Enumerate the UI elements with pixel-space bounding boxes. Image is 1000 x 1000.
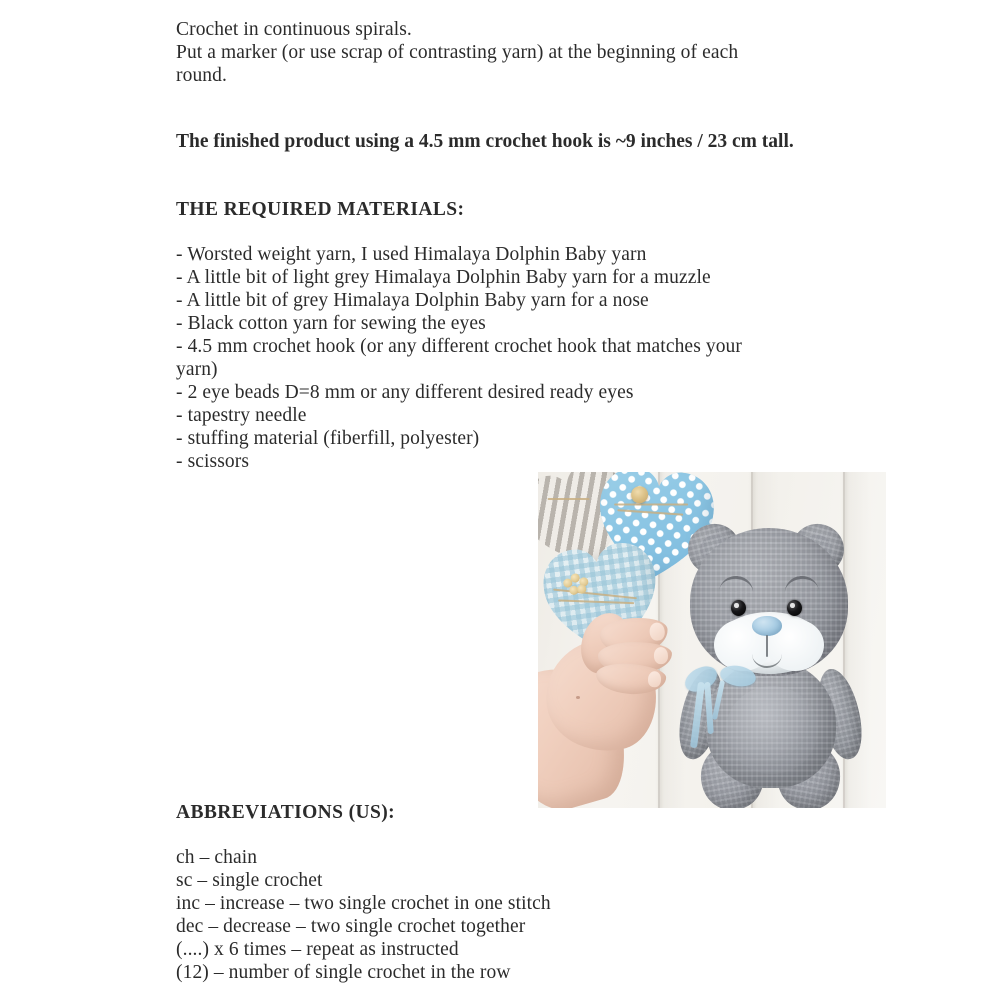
list-item: (12) – number of single crochet in the row: [176, 962, 511, 983]
list-item: inc – increase – two single crochet in one stitch: [176, 893, 551, 914]
bear-nose: [752, 616, 782, 636]
list-item: sc – single crochet: [176, 870, 323, 891]
list-item: dec – decrease – two single crochet together: [176, 916, 526, 937]
twine: [614, 503, 688, 505]
finished-size-note: The finished product using a 4.5 mm crochet hook is ~9 inches / 23 cm tall.: [176, 131, 794, 152]
fingernail: [649, 622, 666, 641]
skin-mark: [576, 696, 580, 699]
bear-eye-right: [787, 600, 802, 616]
twine: [548, 498, 590, 500]
list-item: ch – chain: [176, 847, 258, 868]
list-item: - tapestry needle: [176, 405, 307, 426]
list-item: - 4.5 mm crochet hook (or any different crochet hook that matches your: [176, 336, 742, 357]
intro-line-2: Put a marker (or use scrap of contrasting yarn) at the beginning of each: [176, 42, 739, 63]
list-item: - stuffing material (fiberfill, polyester): [176, 428, 480, 449]
list-item: - A little bit of light grey Himalaya Dolphin Baby yarn for a muzzle: [176, 267, 711, 288]
list-item: (....) x 6 times – repeat as instructed: [176, 939, 459, 960]
abbreviations-list: [176, 846, 776, 984]
abbreviations-heading: ABBREVIATIONS (US):: [176, 802, 396, 823]
materials-list: [176, 243, 876, 473]
bear-belly-highlight: [726, 686, 818, 774]
intro-line-1: Crochet in continuous spirals.: [176, 19, 412, 40]
intro-line-3: round.: [176, 65, 227, 86]
list-item: - Worsted weight yarn, I used Himalaya Dolphin Baby yarn: [176, 244, 647, 265]
fingernail: [654, 647, 669, 664]
list-item: - Black cotton yarn for sewing the eyes: [176, 313, 486, 334]
intro-paragraph: [176, 18, 876, 87]
teddy-bear-photo: [538, 472, 886, 808]
list-item: - 2 eye beads D=8 mm or any different desired ready eyes: [176, 382, 634, 403]
list-item-continuation: yarn): [176, 359, 218, 380]
bear-eye-left: [731, 600, 746, 616]
list-item: - scissors: [176, 451, 250, 472]
list-item: - A little bit of grey Himalaya Dolphin Baby yarn for a nose: [176, 290, 649, 311]
materials-heading: THE REQUIRED MATERIALS:: [176, 199, 465, 220]
fingernail: [648, 671, 662, 688]
